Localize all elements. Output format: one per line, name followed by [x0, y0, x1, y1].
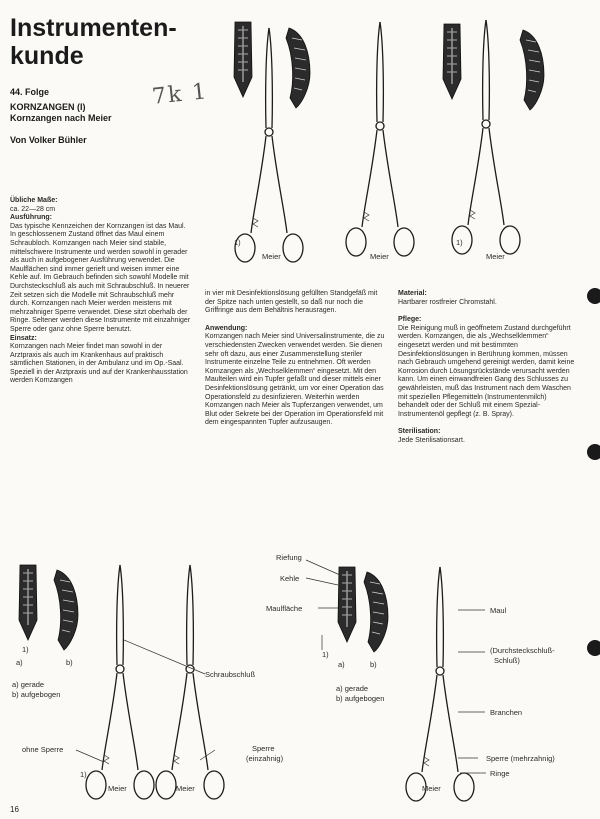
- forceps-illustration-bottom-2: [156, 565, 224, 799]
- forceps-illustration-top-2: [346, 22, 414, 256]
- text-material: Hartbarer rostfreier Chromstahl.: [398, 298, 497, 306]
- heading-material: Material:: [398, 290, 427, 297]
- marker-1-right: 1): [322, 650, 329, 659]
- leader-lines: [76, 560, 486, 773]
- jaw-detail-straight-top-2: [443, 24, 461, 99]
- caption-meier-bottom-2: Meier: [176, 784, 195, 793]
- marker-a-right: a): [338, 660, 345, 669]
- jaw-detail-straight-top: [234, 22, 252, 97]
- caption-meier-bottom-3: Meier: [422, 784, 441, 793]
- label-schraubschluss: Schraubschluß: [205, 670, 256, 679]
- jaw-detail-bent-top: [286, 28, 310, 108]
- jaw-detail-bent-bottom-right: [364, 572, 388, 652]
- jaw-detail-straight-bottom-left: [19, 565, 37, 640]
- forceps-illustration-bottom-1: [86, 565, 154, 799]
- jaw-detail-bent-bottom-left: [54, 570, 78, 650]
- jaw-detail-straight-bottom-right: [338, 567, 356, 642]
- author: Von Volker Bühler: [10, 135, 87, 145]
- binder-hole-3: [587, 640, 600, 656]
- marker-1-bottom: 1): [80, 770, 87, 779]
- caption-meier-top-2: Meier: [370, 252, 389, 261]
- binder-hole-2: [587, 444, 600, 460]
- text-ausfuehrung: Das typische Kennzeichen der Kornzangen ist das Maul. In geschlossenem Zustand öffnet das Maul einem Schraubloch. Kornzangen nach Meier sind stabile, mittelschwere Instrumente und werden sowohl in gerader als auch in aufgebogener Ausführung verwendet. Die Maulflächen sind immer gerieft und weisen immer eine Kehle auf. Im Gebrauch befinden sich sowohl Modelle mit Durchsteckschluß als auch mit Schraubschluß. In neuerer Zeit setzen sich die Modelle mit Schraubschluß mehr durch. Kornzangen nach Meier werden meistens mit mehrzahniger Sperre verwendet. Diese sitzt oberhalb der Ringe. Seltener werden diese Instrumente mit einzahniger Sperre oder ganz ohne Sperre benutzt.: [10, 222, 191, 333]
- label-riefung: Riefung: [276, 553, 302, 562]
- caption-meier-bottom-1: Meier: [108, 784, 127, 793]
- legend-aufgebogen-right: b) aufgebogen: [336, 694, 385, 703]
- marker-top-2: 1): [456, 238, 463, 247]
- marker-top-1: 1): [234, 238, 241, 247]
- label-schluss-2: Schluß): [494, 656, 520, 665]
- text-continued: in vier mit Desinfektionslösung gefüllten Standgefäß mit der Spitze nach unten gestellt, so daß nur noch die Griffringe aus dem Behältnis herausragen.: [205, 290, 378, 315]
- label-kehle: Kehle: [280, 574, 300, 583]
- text-anwendung: Kornzangen nach Meier sind Universalinstrumente, die zu verschiedensten Zwecken verwendet werden. Sie dienen sehr oft dazu, aus einer Zusammenstellung steriler Instrumente einzelne Teile zu entnehmen. Oft werden Kornzangen als „Wechselklemmen“ eingesetzt. Mit den Maulteilen wird ein Tupfer gefaßt und dieser mittels einer Desinfektionslösung getränkt, um vor einer Operation das Operationsfeld zu desinfizieren. Weiterhin werden Kornzangen nach Meier als Tupferzangen verwendet, um Blut oder Sekrete bei der Operation im Operationsfeld mit dem eingespannten Tupfer aufzusaugen.: [205, 333, 385, 427]
- text-einsatz: Kornzangen nach Meier findet man sowohl in der Arztpraxis als auch im Krankenhaus auf praktisch sämtlichen Stationen, in der Ambulanz und im Op.-Saal. Speziell in der Arztpraxis und auf der Krankenhausstation werden Kornzangen: [10, 343, 188, 385]
- caption-meier-top-3: Meier: [486, 252, 505, 261]
- marker-1-left: 1): [22, 645, 29, 654]
- legend-gerade-right: a) gerade: [336, 684, 369, 693]
- title-line-1: Instrumenten-: [10, 14, 177, 42]
- title-line-2: kunde: [10, 42, 84, 70]
- series-label: 44. Folge: [10, 87, 50, 97]
- text-sterilisation: Jede Sterilisationsart.: [398, 436, 465, 444]
- page-number: 16: [10, 805, 19, 814]
- marker-a-left: a): [16, 658, 23, 667]
- label-maulflaeche: Maulfläche: [266, 604, 303, 613]
- jaw-detail-bent-top-2: [520, 30, 544, 110]
- legend-gerade-left: a) gerade: [12, 680, 45, 689]
- handwritten-note: 7k 1: [150, 79, 210, 110]
- heading-ausfuehrung: Ausführung:: [10, 214, 52, 222]
- label-sperre: Sperre: [252, 744, 275, 753]
- marker-b-left: b): [66, 658, 73, 667]
- subtitle-line-2: Kornzangen nach Meier: [10, 113, 112, 123]
- text-pflege: Die Reinigung muß in geöffnetem Zustand durchgeführt werden. Kornzangen, die als „Wechselklemmen“ eingesetzt werden und mit bestimmten Desinfektionslösungen in Berührung kommen, müssen nach Gebrauch umgehend gereinigt werden, damit keine Korrosion durch Lösungsrückstände verursacht werden kann. Um einen einwandfreien Gang des Schlusses zu gewährleisten, muß das Instrument nach dem Waschen mit speziellen Pflegemitteln (Instrumentenmilch) behandelt oder der Schluß mit einem Spezial-Instrumentenöl gepflegt (z. B. Spray).: [398, 324, 575, 418]
- label-branchen: Branchen: [490, 708, 523, 717]
- forceps-illustration-bottom-3: [406, 567, 474, 801]
- marker-b-right: b): [370, 660, 377, 669]
- label-sperre-mehrzahnig: Sperre (mehrzahnig): [486, 754, 555, 763]
- label-ringe: Ringe: [490, 769, 510, 778]
- caption-meier-top-1: Meier: [262, 252, 281, 261]
- label-einzahnig: (einzahnig): [246, 754, 284, 763]
- heading-einsatz: Einsatz:: [10, 334, 37, 342]
- heading-anwendung: Anwendung:: [205, 324, 248, 332]
- text-masse: ca. 22—28 cm: [10, 205, 56, 213]
- heading-masse: Übliche Maße:: [10, 197, 58, 204]
- label-ohne-sperre: ohne Sperre: [22, 745, 64, 754]
- subtitle-line-1: KORNZANGEN (I): [10, 102, 86, 112]
- label-schluss-1: (Durchsteckschluß-: [490, 646, 555, 655]
- binder-hole-1: [587, 288, 600, 304]
- legend-aufgebogen-left: b) aufgebogen: [12, 690, 61, 699]
- label-maul: Maul: [490, 606, 507, 615]
- heading-pflege: Pflege:: [398, 316, 422, 324]
- heading-sterilisation: Sterilisation:: [398, 428, 441, 436]
- forceps-illustration-top-3: [452, 20, 520, 254]
